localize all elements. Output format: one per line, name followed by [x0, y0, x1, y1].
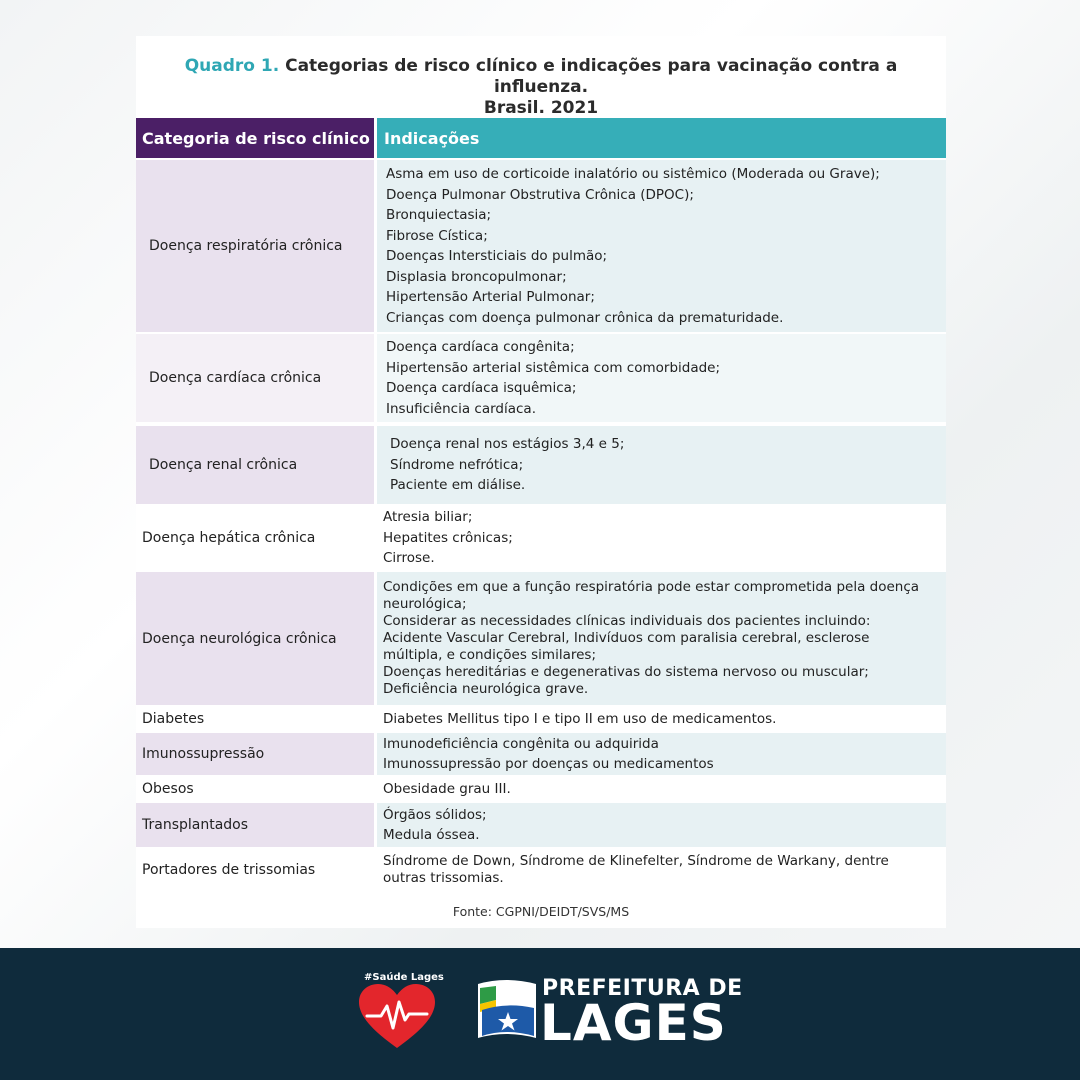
row-indications	[377, 707, 946, 731]
row-indications	[377, 334, 946, 422]
indication-line: Asma em uso de corticoide inalatório ou sistêmico (Moderada ou Grave);	[386, 166, 880, 182]
table-row	[136, 572, 946, 705]
heart-icon	[357, 982, 437, 1050]
indication-line: Imunodeficiência congênita ou adquirida	[383, 735, 659, 752]
row-indications	[377, 849, 946, 891]
row-category: Imunossupressão	[136, 733, 374, 775]
indication-line: Hipertensão arterial sistêmica com comorbidade;	[386, 359, 721, 376]
row-indications	[377, 572, 946, 705]
brand-line1: PREFEITURA DE	[542, 976, 743, 1001]
row-category: Doença renal crônica	[136, 426, 374, 504]
title-text: Categorias de risco clínico e indicações para vacinação contra a influenza.	[285, 56, 898, 97]
row-indications	[377, 506, 946, 570]
indication-line: Doença cardíaca congênita;	[386, 339, 575, 355]
table-row	[136, 426, 946, 504]
indication-line: Doença renal nos estágios 3,4 e 5;	[390, 436, 625, 453]
indication-line: Doença cardíaca isquêmica;	[386, 380, 577, 396]
indication-line: Síndrome de Down, Síndrome de Klinefelter, Síndrome de Warkany, dentre outras trissomias.	[383, 853, 889, 886]
row-indications	[377, 803, 946, 847]
indication-line: Órgãos sólidos;	[383, 806, 487, 823]
indication-line: Cirrose.	[383, 550, 435, 567]
title-line2: Brasil. 2021	[483, 98, 599, 118]
indication-line: Imunossupressão por doenças ou medicamentos	[383, 756, 714, 772]
table-row	[136, 733, 946, 775]
row-category: Diabetes	[136, 707, 374, 731]
table-row	[136, 160, 946, 332]
title-label: Quadro 1.	[184, 56, 280, 76]
header-indications: Indicações	[377, 118, 946, 158]
table-row	[136, 334, 946, 422]
indication-line: Hepatites crônicas;	[383, 529, 513, 546]
table-row	[136, 777, 946, 801]
row-category: Obesos	[136, 777, 374, 801]
row-category: Doença hepática crônica	[136, 506, 374, 570]
indication-line: Paciente em diálise.	[390, 477, 526, 494]
indication-line: Displasia broncopulmonar;	[386, 268, 567, 285]
table-title	[136, 56, 946, 119]
indication-line: Doenças hereditárias e degenerativas do sistema nervoso ou muscular;	[383, 664, 869, 680]
row-category: Doença neurológica crônica	[136, 572, 374, 705]
table-row	[136, 506, 946, 570]
table-row	[136, 707, 946, 731]
row-category: Portadores de trissomias	[136, 849, 374, 891]
indication-line: Considerar as necessidades clínicas individuais dos pacientes incluindo: Acidente Vascular Cerebral, Indivíduos com paralisia cerebral, esclerose múltipla, e condições similares;	[383, 613, 871, 663]
indication-line: Doença Pulmonar Obstrutiva Crônica (DPOC);	[386, 186, 694, 203]
indication-line: Síndrome nefrótica;	[390, 456, 524, 473]
indication-line: Bronquiectasia;	[386, 207, 492, 223]
indication-line: Doenças Intersticiais do pulmão;	[386, 248, 608, 264]
row-indications	[377, 160, 946, 332]
table-card	[136, 36, 946, 928]
footer	[0, 948, 1080, 1080]
flag-icon	[476, 978, 538, 1046]
table-row	[136, 849, 946, 891]
indication-line: Diabetes Mellitus tipo I e tipo II em uso de medicamentos.	[383, 710, 777, 727]
row-indications	[377, 777, 946, 801]
indication-line: Condições em que a função respiratória pode estar comprometida pela doença neurológica;	[383, 579, 920, 612]
row-category: Doença respiratória crônica	[136, 160, 374, 332]
table-row	[136, 803, 946, 847]
row-category: Doença cardíaca crônica	[136, 334, 374, 422]
indication-line: Deficiência neurológica grave.	[383, 681, 589, 697]
row-indications	[377, 733, 946, 775]
indication-line: Medula óssea.	[383, 827, 480, 843]
source-note: Fonte: CGPNI/DEIDT/SVS/MS	[452, 904, 630, 919]
row-category: Transplantados	[136, 803, 374, 847]
row-indications	[377, 426, 946, 504]
indication-line: Fibrose Cística;	[386, 227, 488, 244]
header-category: Categoria de risco clínico	[136, 118, 374, 158]
indication-line: Obesidade grau III.	[383, 780, 511, 797]
indication-line: Atresia biliar;	[383, 509, 473, 526]
hashtag: #Saúde Lages	[364, 972, 444, 983]
indication-line: Hipertensão Arterial Pulmonar;	[386, 289, 595, 305]
brand-line2: LAGES	[540, 994, 727, 1052]
indication-line: Crianças com doença pulmonar crônica da prematuridade.	[386, 309, 784, 326]
indication-line: Insuficiência cardíaca.	[386, 400, 536, 417]
